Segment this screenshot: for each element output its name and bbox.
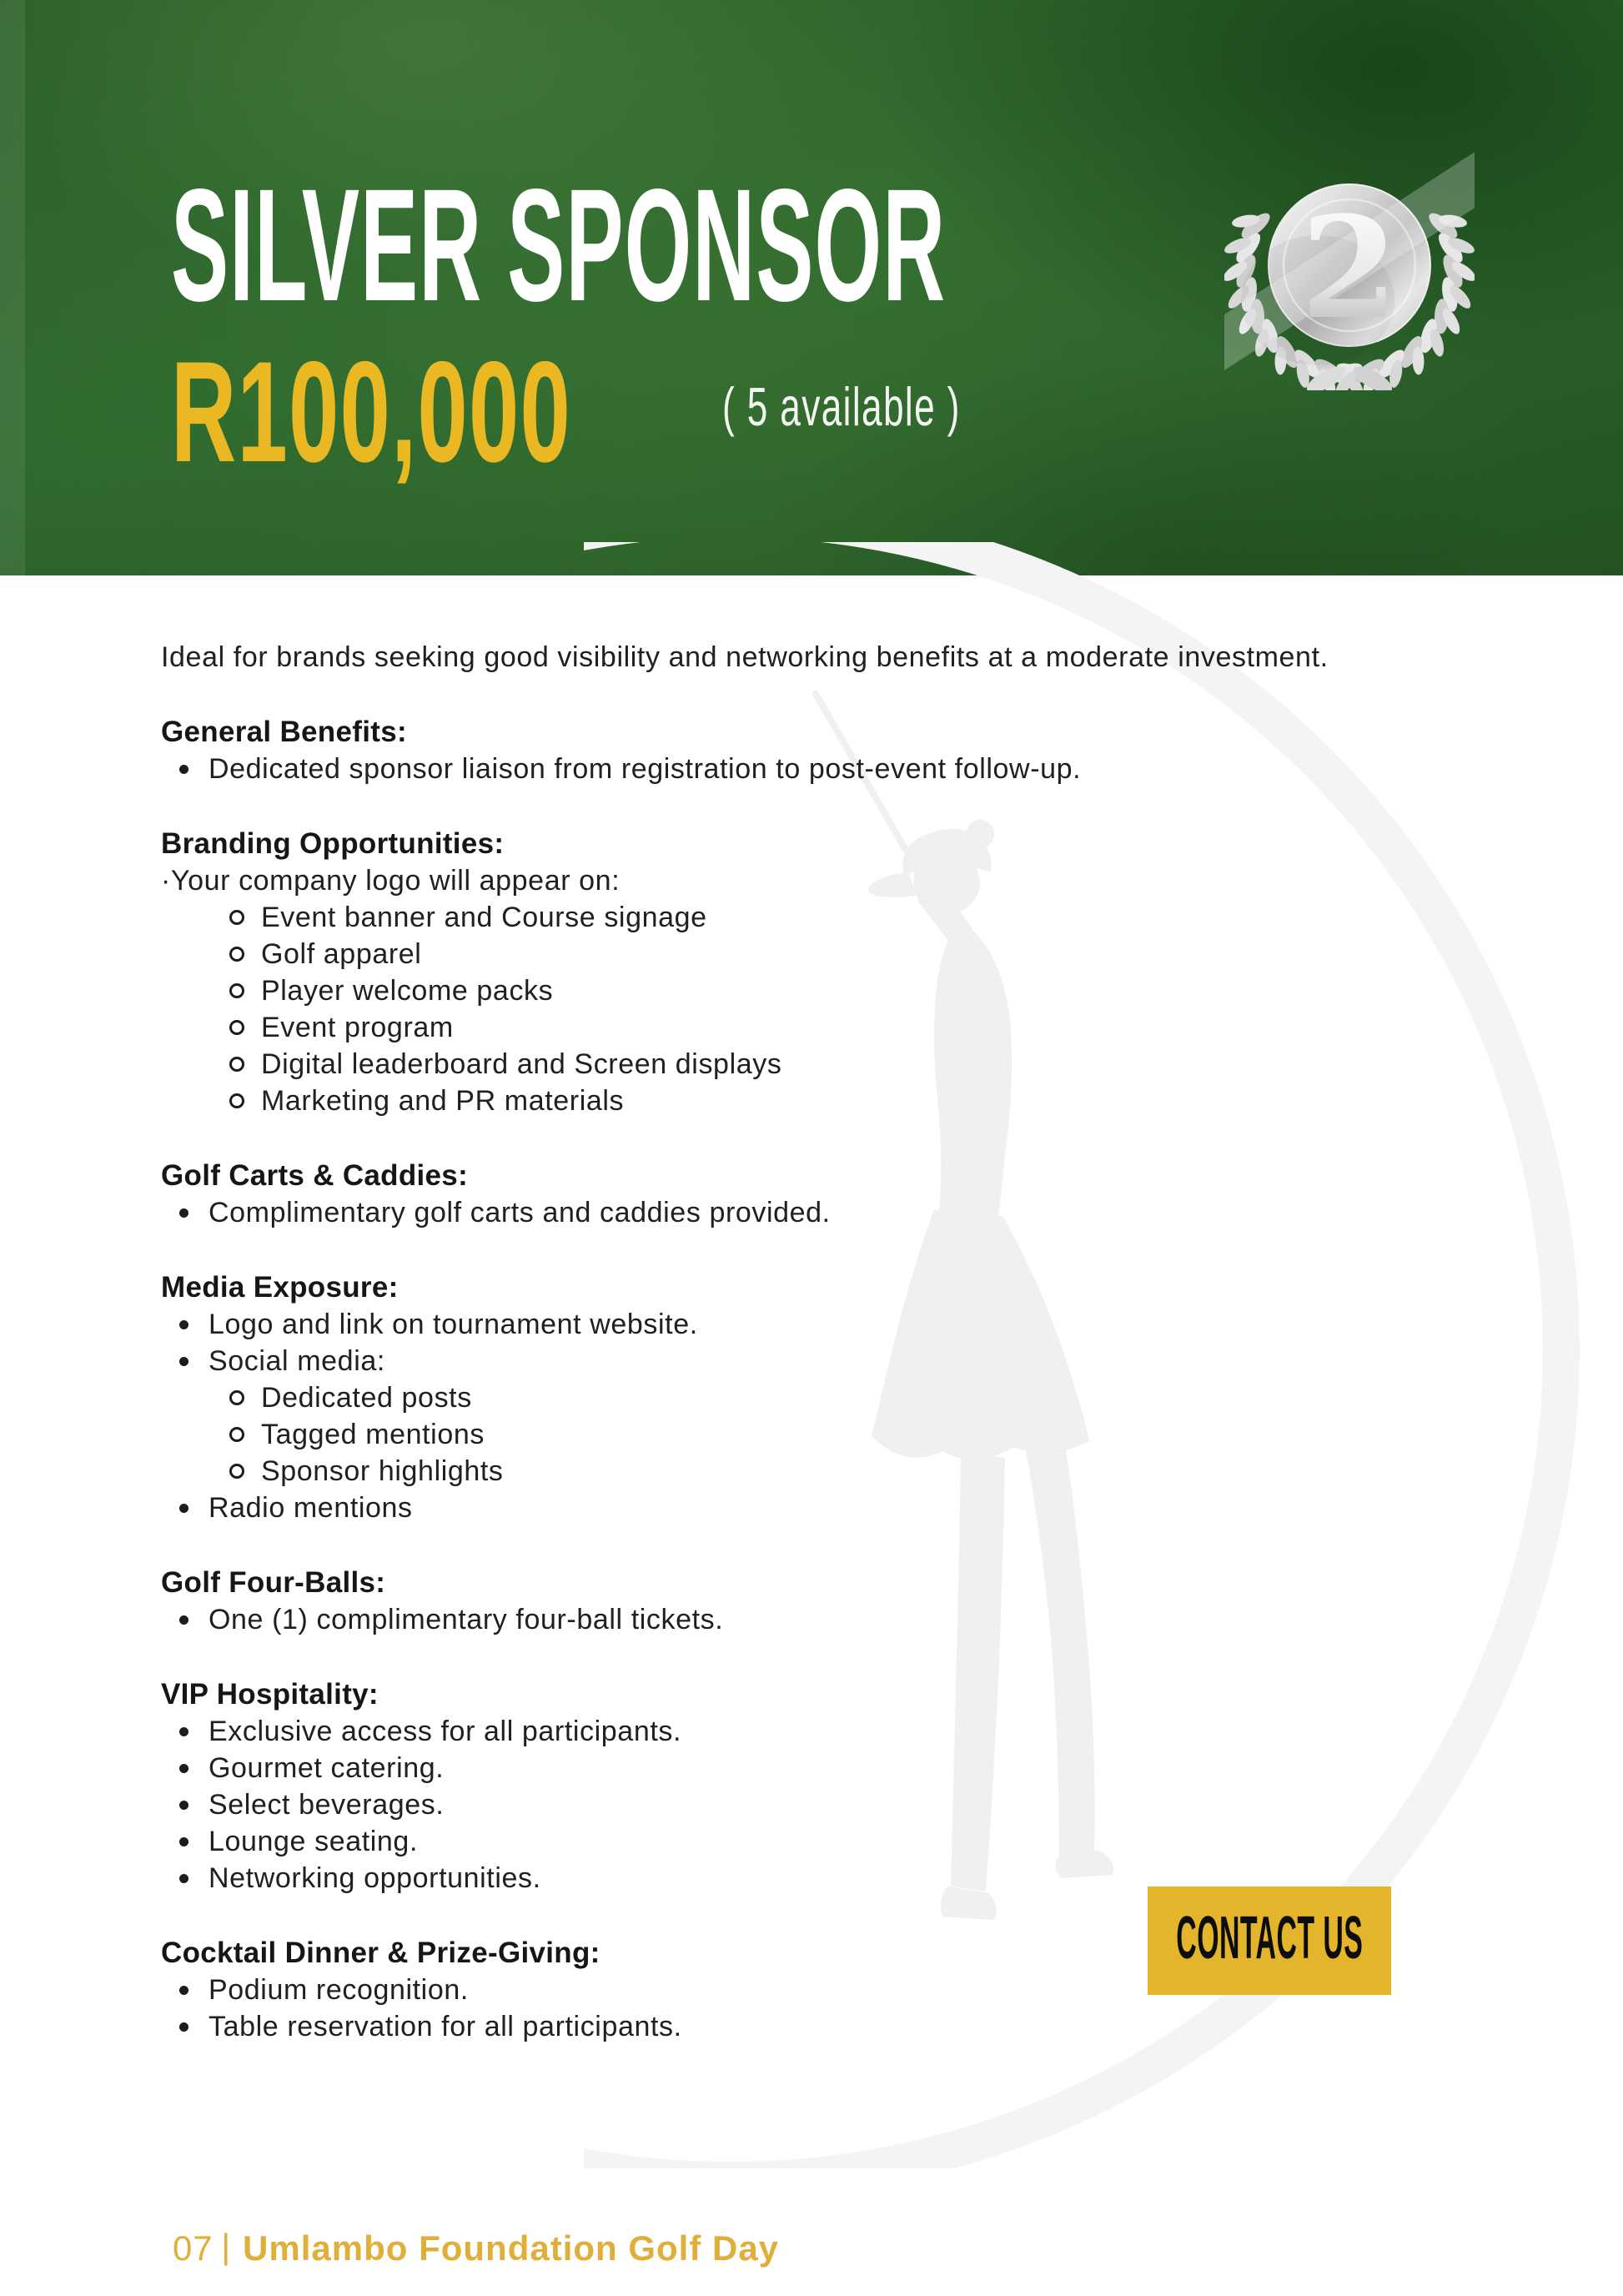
footer-divider: | [221,2227,232,2266]
circle-bullet-icon [229,1093,244,1108]
list-item-text: Dedicated posts [261,1382,472,1414]
benefits-sections [161,714,1412,2045]
list-item [161,936,1412,972]
section-heading: Cocktail Dinner & Prize-Giving: [161,1937,600,1969]
list-item [161,972,1412,1009]
bullet-icon [179,1615,188,1625]
bullet-icon [179,1727,188,1736]
list-item-text: Radio mentions [209,1492,413,1524]
bullet-icon [179,1986,188,1995]
page-title: SILVER SPONSOR [171,155,947,334]
list-item [161,1490,1412,1526]
bullet-icon [179,1801,188,1810]
section-heading: VIP Hospitality: [161,1678,379,1711]
section-heading: General Benefits: [161,716,407,748]
medal-number: 2 [1300,185,1399,350]
list-item [161,2008,1412,2045]
list-item [161,1379,1412,1416]
circle-bullet-icon [229,910,244,925]
list-item [161,1750,1412,1786]
list-item-text: Lounge seating. [209,1826,418,1857]
bullet-icon [179,1504,188,1513]
circle-bullet-icon [229,1020,244,1035]
section-heading: Branding Opportunities: [161,827,505,860]
list-item-text: Golf apparel [261,938,422,970]
bullet-icon [179,1320,188,1329]
benefits-content [161,639,1412,2045]
list-item [161,1083,1412,1119]
section-heading: Media Exposure: [161,1271,399,1304]
bullet-icon [179,2022,188,2032]
sponsor-price: R100,000 [171,332,572,492]
page-number: 07 [173,2228,214,2268]
list-item [161,1009,1412,1046]
footer-event-name: Umlambo Foundation Golf Day [243,2228,780,2268]
contact-us-label: CONTACT US [1175,1905,1364,1972]
header-left-strip [0,0,25,575]
list-item-text: Dedicated sponsor liaison from registration to post-event follow-up. [209,753,1082,785]
list-item [161,1786,1412,1823]
list-item [161,1194,1412,1231]
header-banner [0,0,1623,575]
list-item-text: Social media: [209,1345,385,1377]
list-item [161,1416,1412,1453]
bullet-icon [179,1874,188,1883]
circle-bullet-icon [229,983,244,998]
intro-text: Ideal for brands seeking good visibility and networking benefits at a moderate investment. [161,641,1329,673]
section-heading: Golf Carts & Caddies: [161,1159,469,1192]
section-lead: ·Your company logo will appear on: [161,865,621,897]
bullet-icon [179,1357,188,1366]
circle-bullet-icon [229,1057,244,1072]
list-item-text: One (1) complimentary four-ball tickets. [209,1604,724,1635]
list-item-text: Select beverages. [209,1789,445,1821]
list-item [161,751,1412,787]
list-item-text: Tagged mentions [261,1419,485,1450]
list-item-text: Logo and link on tournament website. [209,1309,698,1340]
list-item [161,1306,1412,1343]
list-item-text: Player welcome packs [261,975,554,1007]
list-item-text: Event program [261,1012,454,1043]
list-item-text: Sponsor highlights [261,1455,504,1487]
footer [173,2228,779,2268]
list-item-text: Digital leaderboard and Screen displays [261,1048,782,1080]
list-item-text: Podium recognition. [209,1974,469,2006]
bullet-icon [179,1208,188,1218]
list-item-text: Complimentary golf carts and caddies provided. [209,1197,831,1228]
silver-medal-icon [1224,140,1475,390]
list-item-text: Table reservation for all participants. [209,2011,682,2042]
contact-us-button[interactable] [1148,1887,1391,1995]
list-item-text: Event banner and Course signage [261,902,707,933]
bullet-icon [179,765,188,774]
circle-bullet-icon [229,947,244,962]
circle-bullet-icon [229,1427,244,1442]
list-item-text: Gourmet catering. [209,1752,445,1784]
list-item-text: Networking opportunities. [209,1862,541,1894]
list-item-text: Marketing and PR materials [261,1085,625,1117]
bullet-icon [179,1837,188,1846]
list-item [161,1453,1412,1490]
section-heading: Golf Four-Balls: [161,1566,386,1599]
list-item [161,1046,1412,1083]
list-item [161,1601,1412,1638]
list-item-text: Exclusive access for all participants. [209,1716,682,1747]
list-item [161,1713,1412,1750]
availability-count: ( 5 available ) [722,376,961,437]
list-item [161,1343,1412,1379]
circle-bullet-icon [229,1390,244,1405]
list-item [161,899,1412,936]
list-item [161,1823,1412,1860]
bullet-icon [179,1764,188,1773]
circle-bullet-icon [229,1464,244,1479]
